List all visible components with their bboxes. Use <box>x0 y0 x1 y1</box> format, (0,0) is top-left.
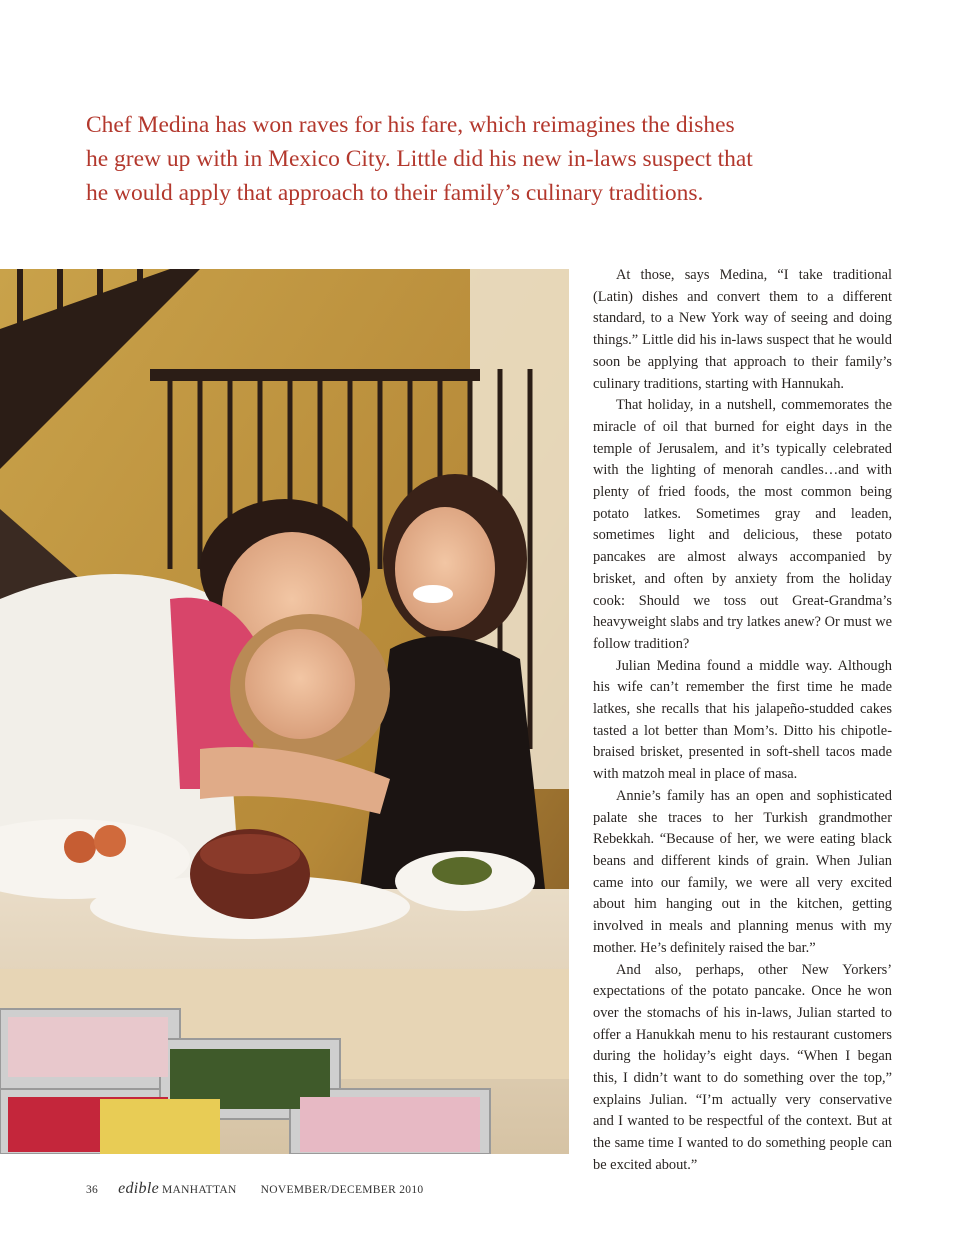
article-paragraph: That holiday, in a nutshell, commemorates the miracle of oil that burned for eight days in the temple of Jerusalem, and it’s typically celebrated with the lighting of menorah candles…and with plenty of fried foods, the most common being potato latkes. Sometimes gray and leaden, sometimes light and delicious, these potato pancakes are almost always accompanied by brisket, and often by anxiety from the holiday cook: Should we toss out Great-Grandma’s heavyweight slabs and try latkes anew? Or must we follow tradition? <box>593 397 892 652</box>
pull-quote-line-3: he would apply that approach to their family’s culinary traditions. <box>86 180 704 206</box>
pull-quote-line-2: he grew up with in Mexico City. Little did his new in-laws suspect that <box>86 146 753 172</box>
page-footer <box>86 1180 423 1198</box>
page-number: 36 <box>86 1184 99 1196</box>
magazine-name-edible: edible <box>118 1180 160 1197</box>
article-paragraph: Julian Medina found a middle way. Although his wife can’t remember the first time he made latkes, she recalls that his jalapeño-studded cakes tasted a lot better than Mom’s. Ditto his chipotle-braised brisket, presented in soft-shell tacos made with matzoh meal in place of masa. <box>593 657 892 783</box>
article-paragraph: At those, says Medina, “I take traditional (Latin) dishes and convert them to a different standard, to a New York way of seeing and doing things.” Little did his in-laws suspect that he would soon be applying that approach to their family’s culinary traditions, starting with Hannukah. <box>593 267 892 392</box>
article-paragraph: And also, perhaps, other New Yorkers’ expectations of the potato pancake. Once he won over the stomachs of his in-laws, Julian started to offer a Hanukkah menu to his restaurant customers during the holiday’s eight days. “When I began this, I didn’t want to do something over the top,” explains Julian. “I’m actually very conservative and I wanted to be respectful of the context. But at the same time I wanted to do something people can be excited about.” <box>593 961 892 1173</box>
article-paragraph: Annie’s family has an open and sophisticated palate she traces to her Turkish grandmother Rebekkah. “Because of her, we were eating black beans and different kinds of grain. When Julian came into our family, we were all very excited about him hanging out in the kitchen, getting involved in meals and planning menus with my mother. He’s definitely raised the bar.” <box>593 787 892 956</box>
pull-quote <box>86 108 786 210</box>
pull-quote-line-1: Chef Medina has won raves for his fare, which reimagines the dishes <box>86 112 735 138</box>
family-photo <box>0 269 569 1154</box>
article-body <box>593 265 892 1177</box>
issue-date: NOVEMBER/DECEMBER 2010 <box>260 1184 424 1196</box>
magazine-name-city: MANHATTAN <box>162 1184 237 1196</box>
